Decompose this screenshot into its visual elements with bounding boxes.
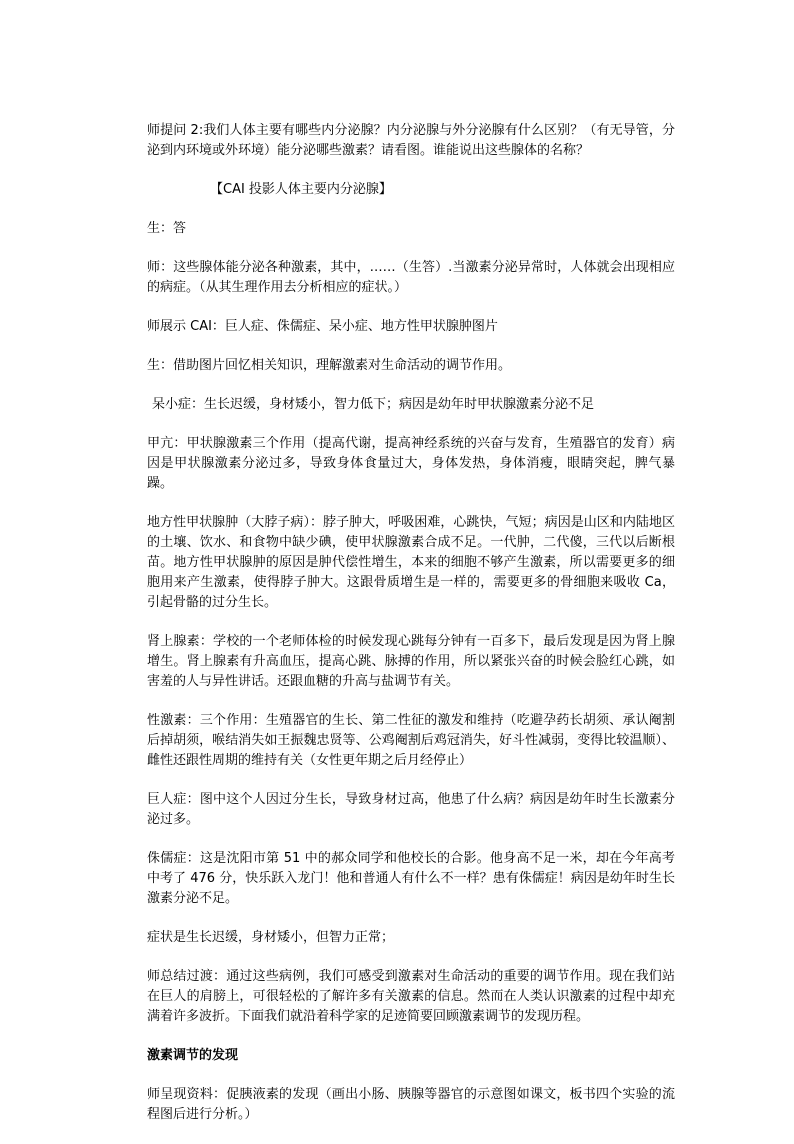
- dwarfism-paragraph: 侏儒症：这是沈阳市第 51 中的郝众同学和他校长的合影。他身高不足一米，却在今年高考中考了 476 分，快乐跃入龙门！他和普通人有什么不一样？患有侏儒症！病因是幼年时生长激素分泌不足。: [147, 851, 675, 906]
- dwarfism-symptom: 症状是生长迟缓，身材矮小，但智力正常；: [147, 930, 395, 945]
- student-review: 生：借助图片回忆相关知识，理解激素对生命活动的调节作用。: [147, 358, 512, 373]
- cretinism-paragraph: 呆小症：生长迟缓，身材矮小，智力低下；病因是幼年时甲状腺激素分泌不足: [152, 397, 595, 412]
- teacher-summary-transition: 师总结过渡：通过这些病例，我们可感受到激素对生命活动的重要的调节作用。现在我们站在巨人的肩膀上，可很轻松的了解许多有关激素的信息。然而在人类认识激素的过程中却充满着许多波折。下面我们就沿着科学家的足迹简要回顾激素调节的发现历程。: [147, 969, 675, 1024]
- section-heading: 激素调节的发现: [147, 1048, 239, 1063]
- teacher-question-2: 师提问 2:我们人体主要有哪些内分泌腺？内分泌腺与外分泌腺有什么区别？（有无导管，分泌到内环境或外环境）能分泌哪些激素？请看图。谁能说出这些腺体的名称？: [147, 123, 675, 158]
- teacher-presents-material: 师呈现资料：促胰液素的发现（画出小肠、胰腺等器官的示意图如课文，板书四个实验的流程图后进行分析。）: [147, 1087, 675, 1122]
- sex-hormone-paragraph: 性激素：三个作用：生殖器官的生长、第二性征的激发和维持（吃避孕药长胡须、承认阉割后掉胡须，喉结消失如王振魏忠贤等、公鸡阉割后鸡冠消失，好斗性减弱，变得比较温顺）、雌性还跟性周期的维持有关（女性更年期之后月经停止）: [147, 713, 675, 768]
- adrenaline-paragraph: 肾上腺素：学校的一个老师体检的时候发现心跳每分钟有一百多下，最后发现是因为肾上腺增生。肾上腺素有升高血压，提高心跳、脉搏的作用，所以紧张兴奋的时候会脸红心跳，如害羞的人与异性讲话。还跟血糖的升高与盐调节有关。: [147, 634, 675, 689]
- gigantism-paragraph: 巨人症：图中这个人因过分生长，导致身材过高，他患了什么病？病因是幼年时生长激素分泌过多。: [147, 792, 675, 827]
- document-page: [147, 121, 675, 1144]
- cai-projection-note: 【CAI 投影人体主要内分泌腺】: [210, 182, 392, 197]
- hyperthyroidism-paragraph: 甲亢：甲状腺激素三个作用（提高代谢，提高神经系统的兴奋与发育，生殖器官的发育）病因是甲状腺激素分泌过多，导致身体食量过大，身体发热，身体消瘦，眼睛突起，脾气暴躁。: [147, 436, 675, 491]
- student-answer: 生：答: [147, 221, 187, 236]
- teacher-explanation: 师：这些腺体能分泌各种激素，其中，……（生答）.当激素分泌异常时，人体就会出现相应的病症。（从其生理作用去分析相应的症状。）: [147, 260, 675, 295]
- endemic-goiter-paragraph: 地方性甲状腺肿（大脖子病）：脖子肿大，呼吸困难，心跳快，气短；病因是山区和内陆地区的土壤、饮水、和食物中缺少碘，使甲状腺激素合成不足。一代肿，二代傻，三代以后断根苗。地方性甲状腺肿的原因是肿代偿性增生，本来的细胞不够产生激素，所以需要更多的细胞用来产生激素，使得脖子肿大。这跟骨质增生是一样的，需要更多的骨细胞来吸收 Ca，引起骨骼的过分生长。: [147, 515, 675, 610]
- teacher-shows-cai: 师展示 CAI：巨人症、侏儒症、呆小症、地方性甲状腺肿图片: [147, 319, 498, 334]
